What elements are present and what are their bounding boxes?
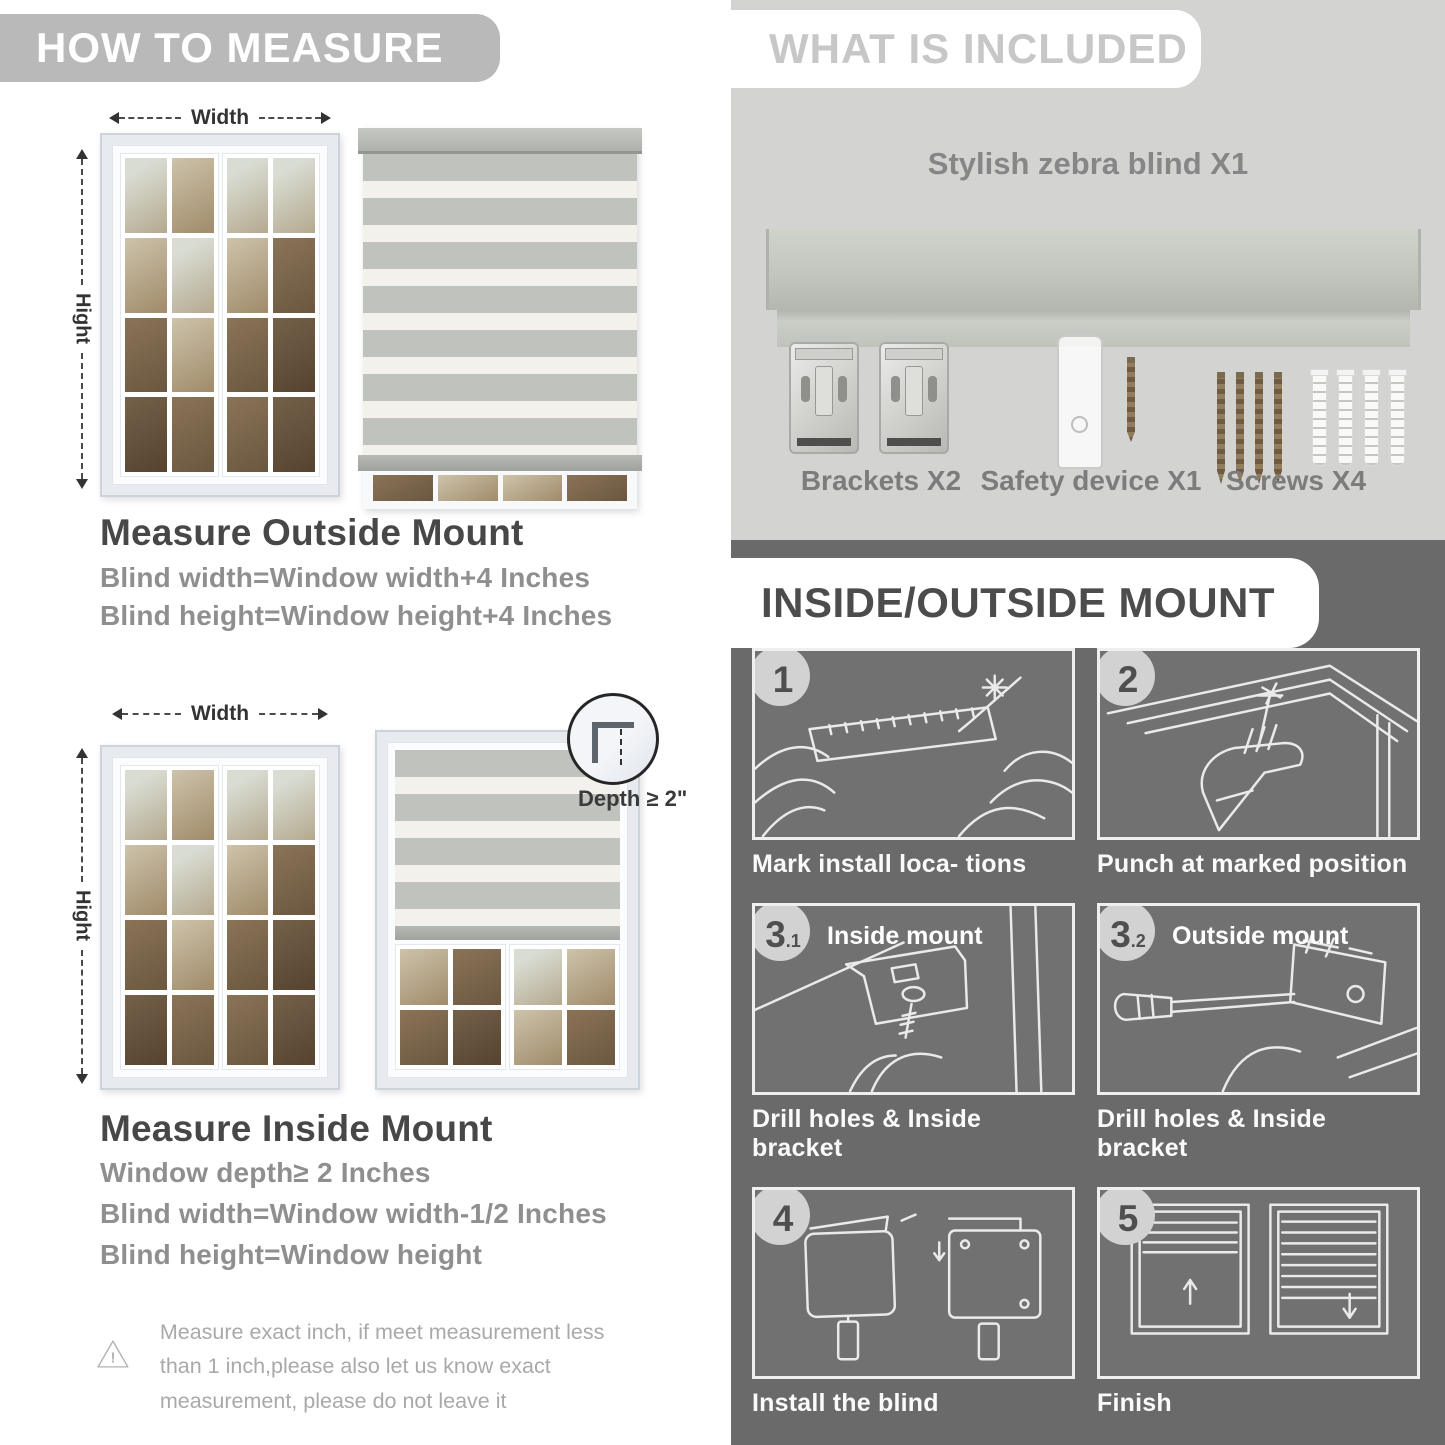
steps-grid — [752, 648, 1420, 1418]
step-number-badge: 1 — [752, 648, 810, 706]
step-title: Outside mount — [1172, 922, 1349, 950]
warning-text: Measure exact inch, if meet measurement less than 1 inch,please also let us know exact measurement, please do not leave it — [159, 1320, 605, 1413]
dashed-line — [81, 950, 83, 1074]
safety-device-label: Safety device X1 — [980, 465, 1202, 496]
step-illustration — [1097, 648, 1420, 840]
dashed-line — [259, 713, 318, 715]
what-is-included-header — [731, 10, 1201, 88]
depth-callout-circle — [567, 693, 659, 785]
step-number-badge: 4 — [752, 1187, 810, 1245]
dashed-line — [81, 758, 83, 882]
step-punch-position — [1097, 648, 1420, 879]
dashed-line — [81, 353, 83, 479]
inside-height-formula: Blind height=Window height — [100, 1239, 483, 1270]
wall-anchor-icon — [1364, 372, 1379, 466]
width-arrow-outside — [103, 108, 337, 128]
brackets-image — [789, 342, 949, 454]
step-install-blind — [752, 1187, 1075, 1418]
measure-warning — [96, 1315, 641, 1418]
safety-device-image — [1057, 335, 1135, 469]
arrowhead-right-icon — [318, 708, 334, 720]
what-is-included-title: WHAT IS INCLUDED — [769, 25, 1188, 72]
safety-device-icon — [1057, 335, 1103, 469]
inside-width-formula: Blind width=Window width-1/2 Inches — [100, 1198, 607, 1229]
screws-label: Screws X4 — [1225, 465, 1367, 496]
step-caption: Mark install loca- tions — [752, 850, 1027, 878]
bracket-icon — [789, 342, 859, 454]
step-illustration — [752, 903, 1075, 1095]
arrowhead-down-icon — [76, 479, 88, 495]
window-door — [222, 765, 321, 1070]
step-caption: Install the blind — [752, 1389, 939, 1417]
step-title: Inside mount — [827, 922, 983, 950]
wall-anchor-icon — [1312, 372, 1327, 466]
blind-cassette-image — [766, 229, 1421, 310]
brackets-label: Brackets X2 — [800, 465, 962, 496]
arrowhead-left-icon — [106, 708, 122, 720]
how-to-measure-header — [0, 14, 500, 82]
wall-anchor-icon — [1390, 372, 1405, 466]
step-caption: Drill holes & Inside bracket — [1097, 1105, 1327, 1162]
outside-mount-heading: Measure Outside Mount — [100, 512, 524, 553]
depth-dashed-line — [620, 729, 622, 765]
step-number-badge: 3 .2 — [1097, 903, 1155, 961]
height-arrow-outside — [70, 143, 94, 495]
width-arrow-inside — [106, 704, 334, 724]
outside-width-formula: Blind width=Window width+4 Inches — [100, 562, 591, 593]
what-is-included-panel — [731, 0, 1445, 540]
arrowhead-down-icon — [76, 1074, 88, 1090]
mount-steps-panel — [731, 540, 1445, 1445]
window-door — [222, 153, 321, 477]
blind-item-label: Stylish zebra blind X1 — [927, 146, 1249, 181]
window-door — [395, 944, 506, 1070]
svg-text:!: ! — [110, 1350, 116, 1367]
inside-mount-blind-photo — [375, 730, 640, 1090]
step-finish — [1097, 1187, 1420, 1418]
dashed-line — [259, 117, 321, 119]
window-door — [509, 944, 620, 1070]
step-illustration — [752, 1187, 1075, 1379]
step-number-badge: 3 .1 — [752, 903, 810, 961]
window-under-blind — [363, 471, 637, 509]
blind-cassette — [358, 128, 643, 154]
step-outside-bracket — [1097, 903, 1420, 1163]
arrowhead-right-icon — [321, 112, 337, 124]
step-illustration — [1097, 903, 1420, 1095]
window-door — [120, 765, 219, 1070]
zebra-blind-photo-outside — [363, 128, 637, 509]
wall-anchor-icon — [1338, 372, 1353, 466]
window-photo-outside — [100, 133, 340, 497]
inside-mount-heading: Measure Inside Mount — [100, 1108, 493, 1149]
height-label: Hight — [71, 293, 94, 345]
dashed-line — [119, 117, 181, 119]
step-mark-locations — [752, 648, 1075, 879]
mount-steps-header — [731, 558, 1319, 648]
window-photo-inside — [100, 745, 340, 1090]
step-number-badge: 5 — [1097, 1187, 1155, 1245]
blind-bottom-rail — [358, 455, 643, 471]
dashed-line — [81, 159, 83, 285]
how-to-measure-title: HOW TO MEASURE — [36, 24, 444, 71]
step-caption: Drill holes & Inside bracket — [752, 1105, 982, 1162]
height-arrow-inside — [70, 742, 94, 1090]
window-door — [120, 153, 219, 477]
width-label: Width — [190, 106, 250, 129]
dashed-line — [122, 713, 181, 715]
inside-depth-rule: Window depth≥ 2 Inches — [100, 1157, 431, 1188]
step-inside-bracket — [752, 903, 1075, 1163]
mount-steps-title: INSIDE/OUTSIDE MOUNT — [761, 579, 1276, 626]
blind-bottom-rail — [395, 926, 620, 940]
bracket-icon — [879, 342, 949, 454]
step-illustration — [752, 648, 1075, 840]
step-illustration — [1097, 1187, 1420, 1379]
screw-icon — [1127, 357, 1135, 442]
arrowhead-left-icon — [103, 112, 119, 124]
blind-stripes — [363, 154, 637, 455]
arrowhead-up-icon — [76, 742, 88, 758]
step-number-badge: 2 — [1097, 648, 1155, 706]
arrowhead-up-icon — [76, 143, 88, 159]
outside-height-formula: Blind height=Window height+4 Inches — [100, 600, 613, 631]
frame-corner — [592, 722, 633, 763]
height-label: Hight — [71, 890, 94, 942]
step-caption: Finish — [1097, 1389, 1172, 1417]
width-label: Width — [190, 702, 250, 725]
warning-triangle-icon — [96, 1315, 130, 1393]
depth-label: Depth ≥ 2" — [578, 786, 688, 811]
step-caption: Punch at marked position — [1097, 850, 1408, 878]
